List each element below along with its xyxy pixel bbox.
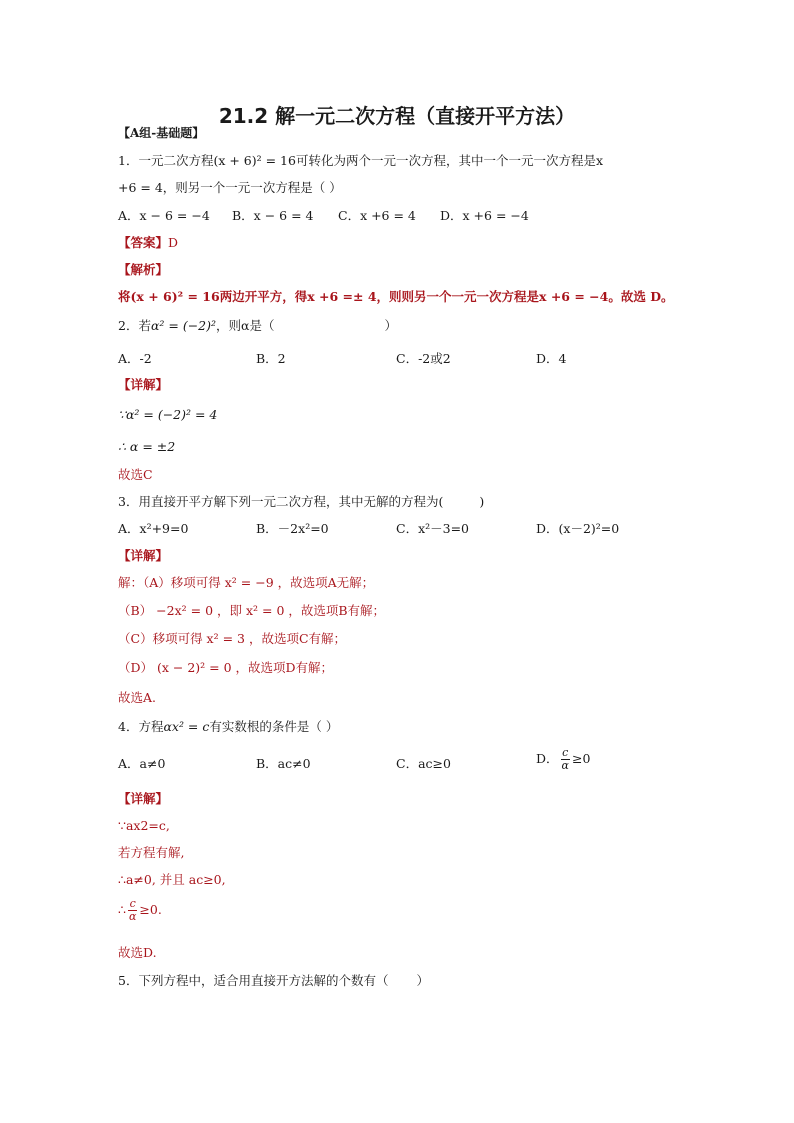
q2-detail-line2: ∴ α = ±2: [118, 439, 176, 454]
q3-detail-line-c: （C）移项可得 x² = 3 ，故选项C有解；: [118, 631, 347, 646]
q2-detail-line1: ∵α² = (−2)² = 4: [118, 407, 218, 422]
q1-stem-line2: +6 = 4，则另一个一元一次方程是（ ）: [118, 180, 342, 195]
q5-stem-end: ）: [416, 973, 429, 988]
q4-line4-post: ≥0.: [139, 902, 162, 917]
q3-stem-text: 3．用直接开平方解下列一元二次方程，其中无解的方程为(: [118, 494, 444, 509]
fraction-numerator: c: [562, 746, 569, 759]
q2-stem: [118, 317, 397, 335]
q4-line4-pre: ∴: [118, 902, 126, 917]
q4-conclusion: 故选D.: [118, 945, 157, 960]
q2-stem-pre: 2．若: [118, 318, 151, 333]
q2-detail-label: 【详解】: [118, 377, 169, 392]
q4-stem-pre: 4．方程: [118, 719, 164, 734]
q3-option-c: C．x²－3=0: [396, 521, 470, 536]
q1-option-c: C．x +6 = 4: [338, 208, 416, 223]
q1-option-d: D．x +6 = −4: [440, 208, 529, 223]
q4-detail-label: 【详解】: [118, 791, 169, 806]
fraction-denominator: α: [561, 759, 569, 772]
q4-option-c: C．ac≥0: [396, 756, 451, 771]
q4-detail-line1: ∵ax2=c,: [118, 818, 170, 833]
answer-value: D: [168, 235, 179, 250]
q4-stem: [118, 718, 338, 736]
q1-stem-line1: 1．一元二次方程(x + 6)² = 16可转化为两个一元一次方程，其中一个一元一次方程是x: [118, 153, 604, 168]
q2-option-b: B．2: [256, 351, 286, 366]
q4-stem-post: 有实数根的条件是（ ）: [209, 719, 339, 734]
q4-detail-line4: [118, 898, 162, 932]
q3-detail-label: 【详解】: [118, 548, 169, 563]
fraction-numerator: c: [129, 897, 136, 910]
group-heading: 【A组-基础题】: [118, 126, 205, 140]
q2-option-c: C．-2或2: [396, 351, 451, 366]
q3-stem-end: ): [479, 494, 485, 509]
q1-analysis-text: 将(x + 6)² = 16两边开平方，得x +6 =± 4，则则另一个一元一次方程是x +6 = −4。故选 D。: [118, 289, 674, 304]
q2-stem-expr: α² = (−2)²: [150, 318, 217, 333]
answer-label: 【答案】: [118, 235, 169, 250]
q4-option-d: [536, 747, 590, 772]
q4-stem-expr: αx² = c: [163, 719, 210, 734]
q2-option-a: A．-2: [118, 351, 152, 366]
q2-stem-post: ，则α是（: [216, 318, 275, 333]
q3-option-d: D．(x－2)²=0: [536, 521, 620, 536]
q3-detail-line-d: （D） (x − 2)² = 0 ，故选项D有解；: [118, 660, 334, 675]
q4-detail-line3: ∴a≠0, 并且 ac≥0,: [118, 872, 226, 887]
q3-conclusion: 故选A.: [118, 690, 157, 705]
q4-option-d-fraction: [561, 747, 570, 772]
q4-option-d-tail: ≥0: [571, 751, 591, 766]
q4-option-b: B．ac≠0: [256, 756, 311, 771]
q1-answer: [118, 234, 178, 252]
q3-detail-line-b: （B） −2x² = 0 ，即 x² = 0 ，故选项B有解；: [118, 603, 386, 618]
q3-option-b: B．－2x²=0: [256, 521, 329, 536]
q4-option-a: A．a≠0: [118, 756, 166, 771]
q3-stem: [118, 493, 484, 511]
q3-detail-line-a: 解：（A）移项可得 x² = −9 ，故选项A无解；: [118, 575, 375, 590]
q2-conclusion: 故选C: [118, 467, 153, 482]
q2-option-d: D．4: [536, 351, 567, 366]
q4-line4-fraction: [128, 898, 137, 923]
fraction-denominator: α: [128, 910, 137, 923]
q5-stem-text: 5．下列方程中，适合用直接开方法解的个数有（: [118, 973, 389, 988]
q5-stem: [118, 972, 429, 990]
q1-analysis-label: 【解析】: [118, 262, 169, 277]
page-title: 21.2 解一元二次方程（直接开平方法）: [218, 104, 576, 128]
q1-option-b: B．x − 6 = 4: [232, 208, 314, 223]
q4-detail-line2: 若方程有解,: [118, 845, 185, 860]
q2-stem-end: ）: [384, 318, 397, 333]
q4-option-d-label: D．: [536, 751, 559, 766]
q3-option-a: A．x²+9=0: [118, 521, 189, 536]
q1-option-a: A．x − 6 = −4: [118, 208, 210, 223]
